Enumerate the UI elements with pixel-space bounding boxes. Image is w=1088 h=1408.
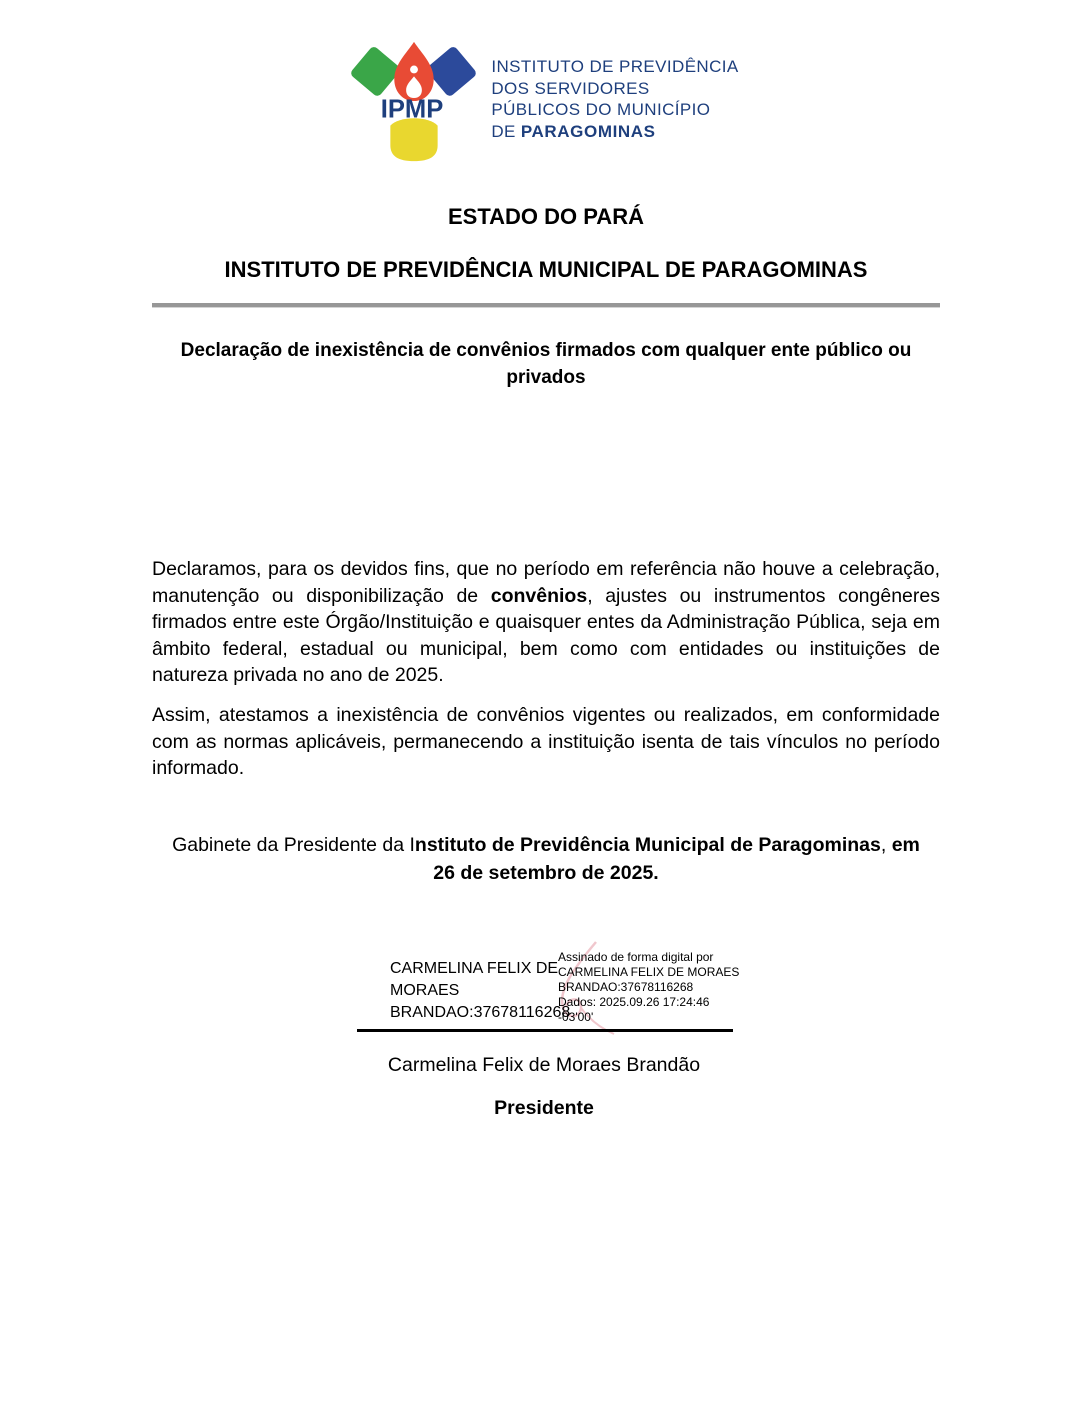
logo-name-line4-bold: PARAGOMINAS xyxy=(520,121,656,141)
logo-blue-diamond xyxy=(425,45,478,98)
stamp-subject-name xyxy=(390,958,571,1024)
stamp-detail-line: -03'00' xyxy=(558,1010,594,1024)
logo-acronym: IPMP xyxy=(381,95,444,124)
body-paragraph-2: Assim, atestamos a inexistência de convênios vigentes ou realizados, em conformidade com as normas aplicáveis, permanecendo a instituição isenta de tais vínculos no período informado. xyxy=(152,704,940,779)
signature-line xyxy=(357,1029,733,1032)
logo-candle-icon xyxy=(391,118,438,161)
logo-flame-cutout-head xyxy=(410,66,418,74)
header-title-institute: INSTITUTO DE PREVIDÊNCIA MUNICIPAL DE PARAGOMINAS xyxy=(224,257,868,282)
stamp-detail-line: CARMELINA FELIX DE MORAES xyxy=(558,965,740,979)
stamp-detail-line: BRANDAO:37678116268 xyxy=(558,980,694,994)
body-paragraph-1 xyxy=(152,556,940,689)
doc-subtitle-text: Declaração de inexistência de convênios firmados com qualquer ente público ou privados xyxy=(180,340,912,388)
ipmp-logo xyxy=(0,38,1088,164)
stamp-subject-line: CARMELINA FELIX DE xyxy=(390,960,559,977)
ipmp-logo-icon xyxy=(349,38,479,164)
closing-comma: , xyxy=(880,834,887,856)
stamp-detail-line: Dados: 2025.09.26 17:24:46 xyxy=(558,995,710,1009)
stamp-subject-line: BRANDAO:37678116268 xyxy=(390,1004,571,1021)
logo-name-line4-prefix: DE xyxy=(491,121,521,141)
closing-prefix: Gabinete da Presidente da I xyxy=(172,834,415,856)
header-title-state: ESTADO DO PARÁ xyxy=(448,204,644,229)
logo-name-line: DOS SERVIDORES xyxy=(491,78,650,98)
signatory-name: Carmelina Felix de Moraes Brandão xyxy=(387,1054,701,1076)
paragraph-text: , ajustes ou instrumentos congêneres firmados entre este Órgão/Instituição e quaisquer entes da Administração Pública, seja em âmbito federal, estadual ou municipal, bem como com entidades ou instituições de natureza privada no ano de 2025. xyxy=(152,584,940,686)
logo-green-diamond xyxy=(350,45,403,98)
logo-name-line: PÚBLICOS DO MUNICÍPIO xyxy=(491,100,711,119)
closing-institute: nstituto de Previdência Municipal de Paragominas xyxy=(414,834,881,856)
logo-name-line xyxy=(491,121,738,143)
paragraph-text: Declaramos, para os devidos fins, que no período em referência não houve a celebração, manutenção ou disponibilização de xyxy=(152,558,940,607)
signatory-role: Presidente xyxy=(494,1097,594,1119)
closing-line xyxy=(152,831,940,887)
digital-signature-stamp xyxy=(390,948,753,1025)
header-divider xyxy=(152,303,940,307)
doc-subtitle xyxy=(152,337,940,391)
stamp-detail-line: Assinado de forma digital por xyxy=(558,950,714,964)
closing-date: 26 de setembro de 2025. xyxy=(433,862,659,884)
logo-name xyxy=(491,56,738,142)
stamp-details xyxy=(558,950,753,1025)
logo-name-line: INSTITUTO DE PREVIDÊNCIA xyxy=(491,57,739,76)
paragraph-bold-term: convênios xyxy=(490,584,588,607)
stamp-subject-line: MORAES xyxy=(390,982,460,999)
closing-em: em xyxy=(886,834,920,856)
